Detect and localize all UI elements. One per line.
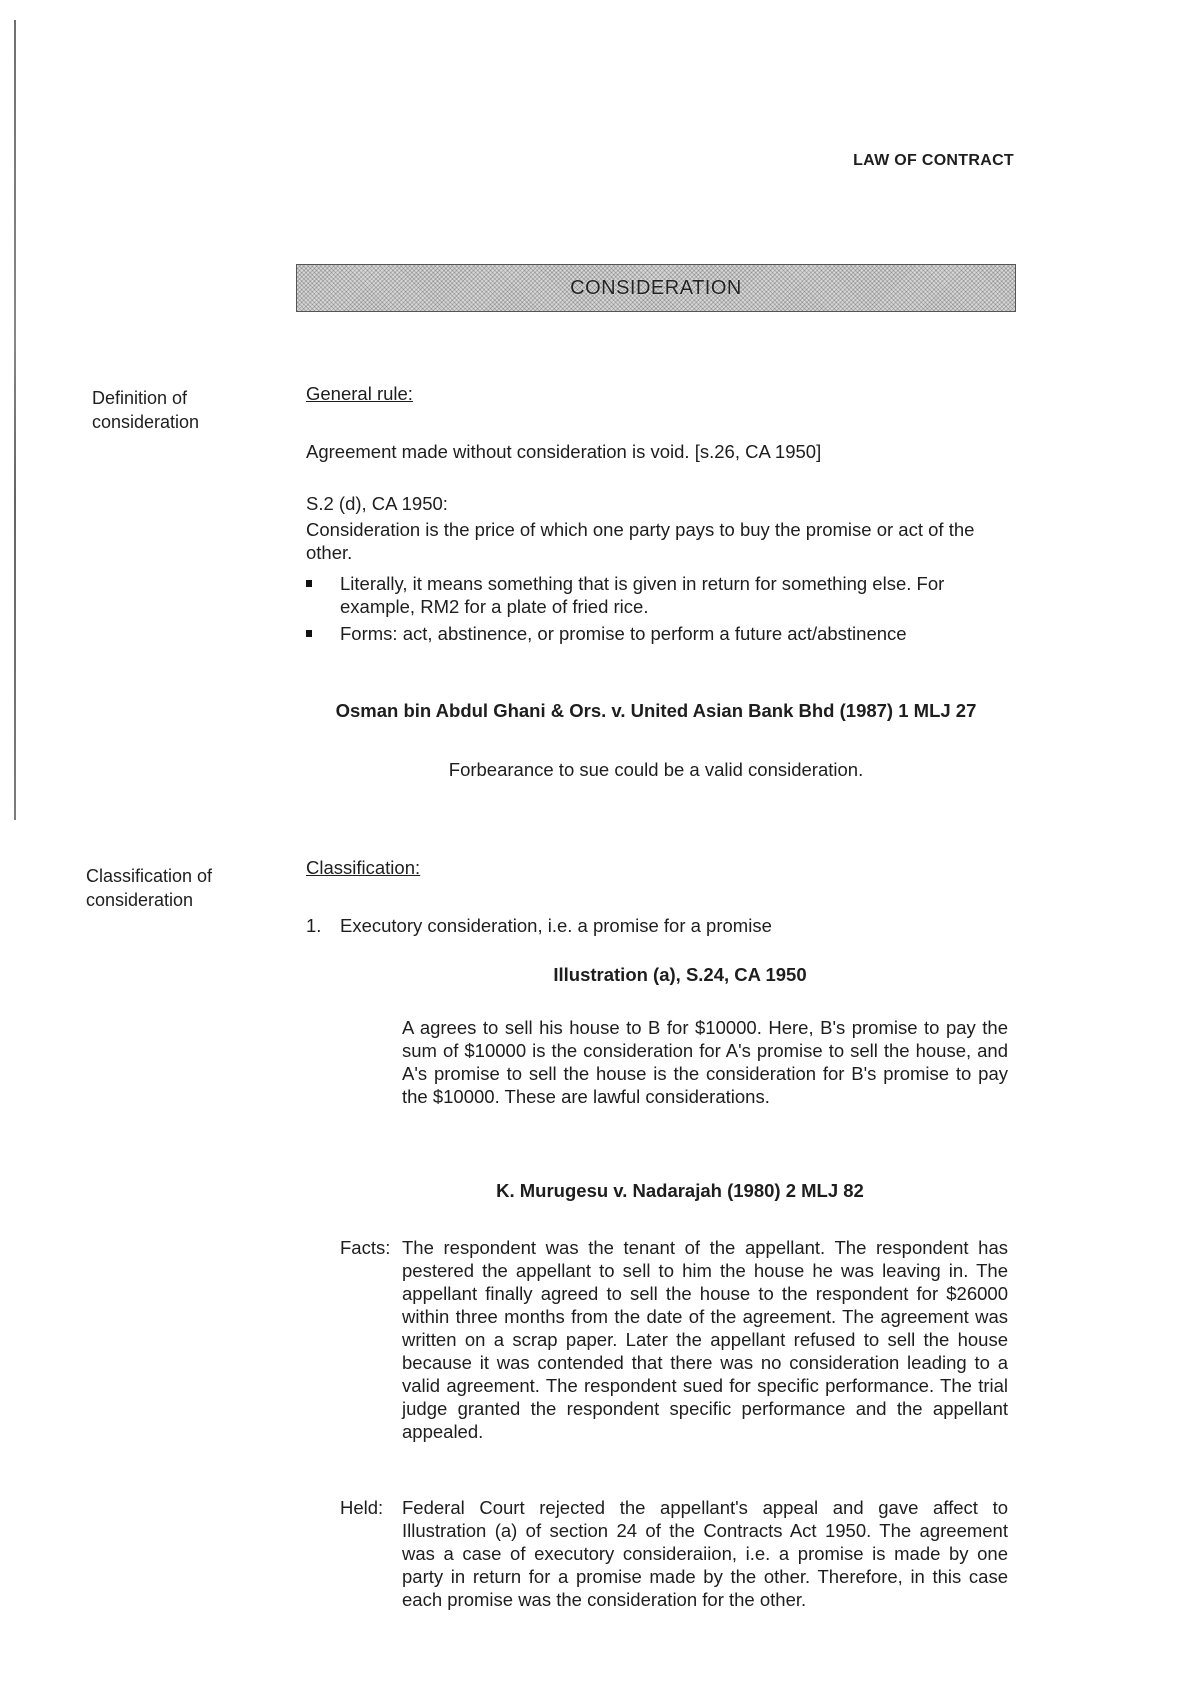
general-rule-heading: General rule: [306,383,413,404]
scan-edge [14,20,16,820]
side-note-definition: Definition of consideration [92,388,200,432]
classification-heading: Classification: [306,857,421,878]
executory-consideration-item: Executory consideration, i.e. a promise for a promise [340,915,772,936]
list-item: Literally, it means something that is given in return for something else. For example, RM2 for a plate of fried rice. [306,572,1016,618]
item-number: 1. [306,915,322,936]
case-note-osman: Forbearance to sue could be a valid consideration. [448,759,864,780]
statute-reference: S.2 (d), CA 1950: [306,493,448,514]
facts-label: Facts: [340,1237,391,1258]
case-title-murugesu: K. Murugesu v. Nadarajah (1980) 2 MLJ 82 [496,1180,864,1201]
general-rule-text: Agreement made without consideration is void. [s.26, CA 1950] [306,441,822,462]
definition-bullets [306,572,1016,649]
section-title: CONSIDERATION [570,276,742,299]
list-item: Forms: act, abstinence, or promise to perform a future act/abstinence [306,622,1016,645]
facts-text: The respondent was the tenant of the appellant. The respondent has pestered the appellant to sell to him the house he was leaving in. The appellant finally agreed to sell the house to the respondent for $26000 within three months from the date of the agreement. The agreement was written on a scrap paper. Later the appellant refused to sell the house because it was contended that there was no consideration leading to a valid agreement. The respondent sued for specific performance. The trial judge granted the respondent specific performance and the appellant appealed. [402,1237,1008,1442]
consideration-definition: Consideration is the price of which one party pays to buy the promise or act of the other. [306,519,975,563]
side-note-classification: Classification of consideration [86,866,213,910]
case-title-osman: Osman bin Abdul Ghani & Ors. v. United Asian Bank Bhd (1987) 1 MLJ 27 [335,700,977,721]
held-label: Held: [340,1497,384,1518]
illustration-text: A agrees to sell his house to B for $10000. Here, B's promise to pay the sum of $10000 is the consideration for A's promise to sell the house, and A's promise to sell the house is the consideration for B's promise to pay the $10000. These are lawful considerations. [402,1017,1008,1107]
running-header: LAW OF CONTRACT [853,152,1014,169]
section-title-bar [296,264,1016,312]
held-text: Federal Court rejected the appellant's appeal and gave affect to Illustration (a) of section 24 of the Contracts Act 1950. The agreement was a case of executory consideraiion, i.e. a promise is made by one party in return for a promise made by the other. Therefore, in this case each promise was the consideration for the other. [402,1497,1008,1610]
illustration-title: Illustration (a), S.24, CA 1950 [553,964,807,985]
